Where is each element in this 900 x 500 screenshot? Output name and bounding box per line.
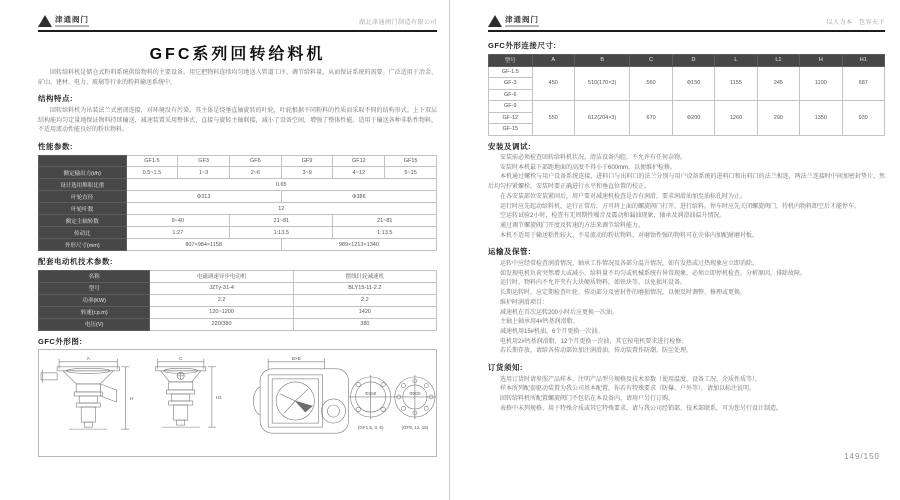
cell: 1350 [800, 101, 842, 136]
cell: Φ313 [126, 191, 281, 203]
col-header: C [630, 54, 672, 66]
cell: 687 [842, 66, 884, 101]
order-heading: 订货须知: [488, 363, 523, 373]
brand-logo [488, 15, 539, 27]
page-title: GFC系列回转给料机 [149, 46, 326, 63]
cell: 612(204×3) [574, 101, 629, 136]
table-row [39, 215, 437, 227]
table-header-row [489, 54, 885, 66]
cell: 2~6 [230, 167, 282, 179]
row-label: 名称 [39, 270, 150, 282]
cell: 1:13.5 [333, 227, 437, 239]
cell-model: GF-15 [489, 124, 533, 136]
order-item: 表格中未列规格、用于特殊介质或其它特殊要求，请与我公司经销部、技术部联系，可为您另行设计制造。 [500, 405, 783, 412]
table-row [39, 294, 437, 306]
brand-name: 津通阀门 [505, 15, 539, 24]
cell-model: GF-6 [489, 89, 533, 101]
table-row [39, 270, 437, 282]
flange1-caption: (GF1.5, 3, 6) [357, 425, 384, 431]
row-label: 额定输出力(t/h) [39, 167, 127, 179]
brand-tagline-bar [505, 25, 539, 27]
install-item: 本机通过螺栓与用户设备系统连接，进料口与出料口的法兰分别与用户设备系统的进料口和出料口的法兰相连，两法兰连接时中间加密封垫片，然后均匀拧紧螺栓，安装时要正确进行水平和垂直位置的校正。 [488, 174, 885, 191]
cell: 1260 [715, 101, 757, 136]
gfc-outline-drawing [39, 350, 436, 456]
col-header: H [800, 54, 842, 66]
page-number: 149/150 [844, 452, 880, 461]
transport-item: 减速机用15#机油，6个月更换一次油。 [500, 329, 604, 335]
col-header: B [574, 54, 629, 66]
cell: 1420 [293, 306, 436, 318]
cell: 2.2 [293, 294, 436, 306]
cell: Φ200 [672, 101, 714, 136]
row-label: 叶轮直径 [39, 191, 127, 203]
cell: 550 [532, 101, 574, 136]
cell: 3~9 [281, 167, 333, 179]
cell-model: GF-3 [489, 78, 533, 90]
col-header: L1 [757, 54, 799, 66]
cell-corner [39, 155, 127, 167]
cell: 12 [126, 203, 436, 215]
table-row [39, 155, 437, 167]
table-row [39, 227, 437, 239]
row-label: 叶轮叶数 [39, 203, 127, 215]
features-paragraph: 回转给料机为吊装法兰式密闭连接，对环境没有污染。其主体是绕垂直轴旋转的叶轮，叶轮根据不同粉料的性质而采取不同的结构形式。上下双层结构能均匀定量地保证物料持续输送，减速装置采用整体式，直接与旋转主轴联接，减小了设备空间，增强了整体性能。适用于输送各种非粘性物料，不适用流动性能良好的粉状物料。 [38, 107, 437, 134]
dimensions-table [488, 54, 885, 136]
brand-logo [38, 15, 89, 27]
flange2-caption: (GF9, 12, 15) [401, 425, 429, 431]
cell: 2.2 [150, 294, 293, 306]
cell: 摆线针轮减速机 [293, 270, 436, 282]
cell-model: GF-9 [489, 101, 533, 113]
install-item: 安装时本机最下部距地面的高度不得小于600mm，以便维护检修。 [500, 164, 677, 171]
order-item: 选用订货时请参照产品样本，注明产品型号规格及技术参数（使用温度、设备工况、介质性质等）。 [500, 376, 762, 383]
triangle-logo-icon [488, 15, 502, 27]
transport-heading: 运输及保管: [488, 247, 531, 257]
transport-item: 电机用2#钙基润滑脂，12个月更换一次油，其它按电机要求进行检修。 [500, 338, 688, 345]
cell: 939 [842, 101, 884, 136]
flange1-diameter-label: Φ150 [365, 391, 377, 397]
cell-model: GF9 [281, 155, 333, 167]
company-name: 湖北津通阀门制造有限公司 [358, 20, 437, 26]
triangle-logo-icon [38, 15, 52, 27]
col-header: L [715, 54, 757, 66]
dim-label-c: C [179, 355, 183, 361]
cell: 1:27 [126, 227, 229, 239]
cell: 0.5~1.5 [126, 167, 178, 179]
brand-slogan: 以人为本 包容天下 [826, 20, 885, 26]
install-item: 运行时应先起动给料机，运行正常后，方可将上面的螺旋阀门打开，进行给料。停车时应先关闭螺旋阀门，待机内物料卸空后才能停车。 [500, 203, 861, 210]
right-page [450, 0, 900, 500]
flange2-diameter-label: Φ200 [409, 391, 421, 397]
transport-item: 如发现电机负荷突然增大或减小、给料量不均匀或机械系统有异常现象，必须立即停机检查，分析原因，排除故障。 [500, 270, 807, 277]
performance-table [38, 155, 437, 252]
table-row [489, 101, 885, 113]
order-item: 回转给料机所配置螺旋阀门不包括在本设备内，请用户另行订购。 [500, 396, 675, 403]
cell: 510(170×3) [574, 66, 629, 101]
cell-model: GF12 [333, 155, 385, 167]
row-label: 电压(V) [39, 318, 150, 330]
dim-label-b: B×B [291, 355, 301, 361]
table-row [39, 239, 437, 251]
row-label: 型号 [39, 282, 150, 294]
right-page-header [488, 9, 885, 27]
cell: 380 [293, 318, 436, 330]
col-header: H1 [842, 54, 884, 66]
dimensions-heading: GFC外形连接尺寸: [488, 41, 557, 50]
col-header: D [672, 54, 714, 66]
cell: 989×1213×1340 [281, 239, 436, 251]
transport-item: 长期运转时，应定期检查叶轮、传动部分及密封件的磨损情况，以便及时调整、修理或更换。 [500, 290, 747, 297]
cell: BLY15-11-2.2 [293, 282, 436, 294]
cell: 670 [630, 101, 672, 136]
cell: 9~40 [126, 215, 229, 227]
header-rule [38, 30, 437, 32]
install-item: 通过调节螺旋阀门开度及转速的方法来调节给料能力。 [500, 223, 645, 230]
table-row [39, 306, 437, 318]
motor-heading: 配套电动机技术参数: [38, 257, 113, 267]
intro-paragraph: 回转给料机是储仓式粉料系统供给物料的主要设备。用它把物料连续均匀地送入管道工序、调节给料量，从而保证系统的需要。广泛适用于冶金、矿山、建材、电力、玻璃等行业的粉料输送系统中。 [38, 70, 437, 86]
row-label: 外形尺寸(mm) [39, 239, 127, 251]
header-rule [488, 30, 885, 32]
col-header: 型号 [489, 54, 533, 66]
table-row [39, 318, 437, 330]
outline-drawing-box [38, 349, 437, 457]
cell: 1:13.5 [230, 227, 333, 239]
row-label: 设计选用堆积比重 [39, 179, 127, 191]
features-heading: 结构特点: [38, 94, 73, 104]
cell-model: GF1.5 [126, 155, 178, 167]
dim-label-a: A [86, 355, 90, 361]
cell: 21~81 [230, 215, 333, 227]
table-row [39, 203, 437, 215]
dim-label-h: H [129, 396, 134, 402]
cell: 4~12 [333, 167, 385, 179]
cell-model: GF-12 [489, 112, 533, 124]
col-header: A [532, 54, 574, 66]
drawing-heading: GFC外形图: [38, 336, 83, 346]
cell: 0.65 [126, 179, 436, 191]
order-item: 样本所列配套驱动装置为我公司基本配置，你若有特殊要求（防爆、户外等），请加以标注说明。 [500, 386, 756, 393]
install-item: 安装前必须检查回转给料机状况，清洁设备内腔，不允许有任何杂物。 [500, 155, 687, 161]
cell: 1155 [715, 66, 757, 101]
row-label: 功率(KW) [39, 294, 150, 306]
table-row [39, 179, 437, 191]
left-page-header [38, 9, 437, 27]
row-label: 转速(r.p.m) [39, 306, 150, 318]
cell: 290 [757, 101, 799, 136]
cell: 电磁调速异步电动机 [150, 270, 293, 282]
install-heading: 安装及调试: [488, 141, 531, 151]
row-label: 传动比 [39, 227, 127, 239]
transport-item: 维护时润滑项目： [500, 299, 549, 306]
cell: 220/380 [150, 318, 293, 330]
cell: Φ150 [672, 66, 714, 101]
cell: 5~15 [385, 167, 437, 179]
cell: Φ386 [281, 191, 436, 203]
transport-item: 若长期存放，请给各传动部位加注润滑油，传动装置作防潮、防尘处理。 [500, 348, 693, 355]
transport-item: 运行时，物料内不允许夹有大块硬质物料，如铁块等，以免损坏设备。 [500, 280, 687, 287]
install-item: 在各安装部位安装紧固后，用户要对减速机检查是否有润滑，要求润滑油加至油标孔时为止。 [500, 193, 747, 200]
transport-item: 主轴上轴承用4#钙基润滑脂。 [500, 319, 579, 326]
cell-model: GF-1.5 [489, 66, 533, 78]
cell-model: GF15 [385, 155, 437, 167]
cell: 450 [532, 66, 574, 101]
cell: 807×984×1158 [126, 239, 281, 251]
cell: 1100 [800, 66, 842, 101]
dim-label-h1: H1 [216, 395, 222, 401]
table-row [39, 191, 437, 203]
cell: 560 [630, 66, 672, 101]
cell-model: GF6 [230, 155, 282, 167]
install-item: 本机不适用于输送粘性较大、不易流动的粉状物料，对磨蚀性强的物料可在壳体内加配耐磨衬板。 [500, 232, 759, 239]
motor-table [38, 270, 437, 331]
cell: 21~81 [333, 215, 437, 227]
table-row [39, 167, 437, 179]
brand-name: 津通阀门 [55, 15, 89, 24]
transport-item: 运转中应经常检查润滑情况、轴承工作情况及各部分温升情况，如有发热或过热现象应立即消除。 [500, 260, 759, 267]
install-item: 空运转试验2小时，检查有无周期性噪音及震动和漏油现象，轴承及润滑油温升情况。 [500, 213, 726, 220]
performance-heading: 性能参数: [38, 142, 73, 152]
brand-tagline-bar [55, 25, 89, 27]
table-row [39, 282, 437, 294]
cell: 120~1200 [150, 306, 293, 318]
cell: 245 [757, 66, 799, 101]
transport-item: 减速机在首次运转200小时后应更换一次油。 [500, 309, 619, 316]
cell: 1~3 [178, 167, 230, 179]
table-row [489, 66, 885, 78]
row-label: 额定主轴转数 [39, 215, 127, 227]
cell-model: GF3 [178, 155, 230, 167]
cell: JZTy-31-4 [150, 282, 293, 294]
